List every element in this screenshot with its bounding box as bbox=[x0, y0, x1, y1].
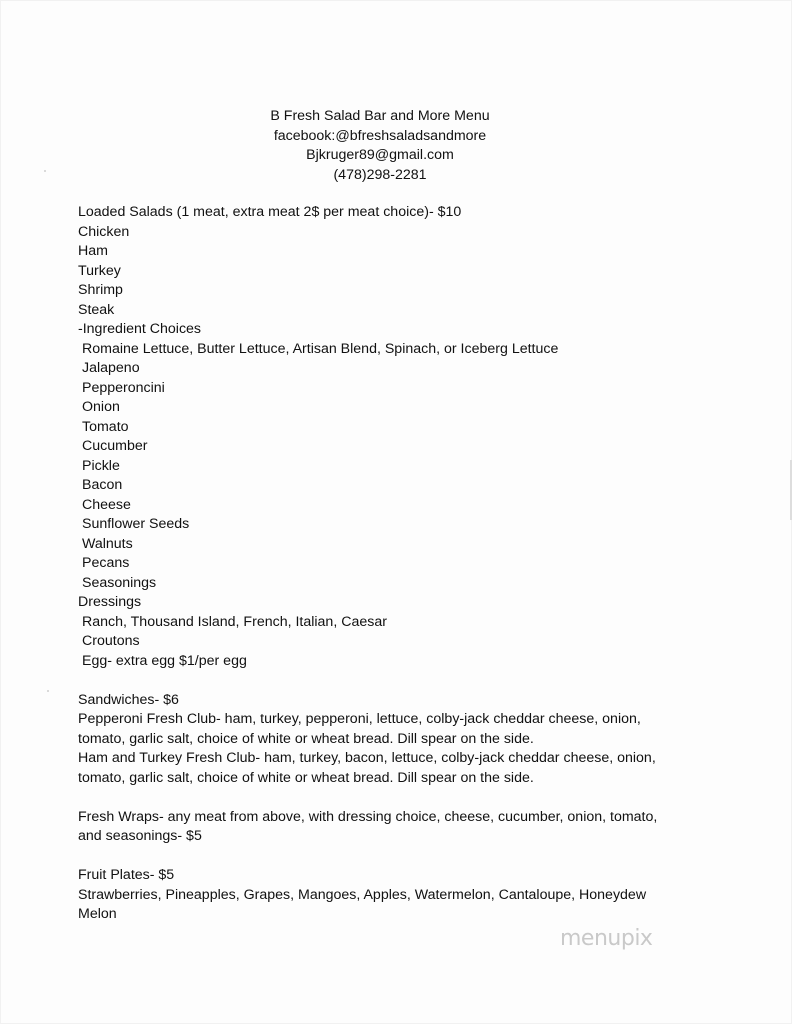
ingredient-item: Seasonings bbox=[82, 574, 157, 591]
sandwich-description-line: Ham and Turkey Fresh Club- ham, turkey, bacon, lettuce, colby-jack cheddar cheese, onion, bbox=[78, 750, 656, 766]
menu-content bbox=[78, 203, 688, 925]
ingredient-item: Walnuts bbox=[82, 535, 133, 552]
dressings-heading: Dressings bbox=[78, 594, 142, 610]
ingredients-heading: -Ingredient Choices bbox=[78, 321, 202, 337]
sandwich-description-line: Pepperoni Fresh Club- ham, turkey, pepperoni, lettuce, colby-jack cheddar cheese, onion, bbox=[78, 711, 641, 727]
ingredient-item: Onion bbox=[82, 399, 120, 415]
meat-item: Shrimp bbox=[78, 282, 123, 298]
dressing-item: Croutons bbox=[82, 633, 140, 649]
meat-item: Chicken bbox=[78, 223, 130, 240]
section-spacer bbox=[78, 847, 688, 867]
meat-item: Steak bbox=[78, 301, 115, 318]
meat-item: Turkey bbox=[78, 262, 121, 279]
dressing-item: Egg- extra egg $1/per egg bbox=[82, 652, 247, 669]
scan-speck bbox=[47, 690, 49, 692]
section-spacer bbox=[78, 788, 688, 808]
sandwiches-section bbox=[78, 691, 688, 789]
fruit-heading: Fruit Plates- $5 bbox=[78, 867, 175, 883]
ingredient-item: Bacon bbox=[82, 477, 123, 493]
menu-title: B Fresh Salad Bar and More Menu bbox=[270, 108, 490, 124]
ingredient-item: Sunflower Seeds bbox=[82, 516, 190, 532]
dressing-item: Ranch, Thousand Island, French, Italian, Caesar bbox=[82, 613, 387, 630]
ingredient-item: Pepperoncini bbox=[82, 379, 165, 396]
email-address: Bjkruger89@gmail.com bbox=[306, 147, 454, 164]
ingredient-item: Cucumber bbox=[82, 438, 148, 454]
ingredient-item: Pickle bbox=[82, 457, 120, 474]
fruit-description-line: Melon bbox=[78, 906, 117, 922]
wraps-description-line: Fresh Wraps- any meat from above, with dressing choice, cheese, cucumber, onion, tomato, bbox=[78, 808, 658, 825]
ingredient-item: Cheese bbox=[82, 496, 131, 513]
phone-number: (478)298-2281 bbox=[333, 166, 427, 183]
sandwiches-heading: Sandwiches- $6 bbox=[78, 691, 179, 708]
ingredient-item: Jalapeno bbox=[82, 360, 140, 376]
wraps-description-line: and seasonings- $5 bbox=[78, 828, 202, 844]
scan-speck bbox=[44, 170, 46, 172]
ingredient-item: Tomato bbox=[82, 418, 129, 435]
ingredient-item: Romaine Lettuce, Butter Lettuce, Artisan Blend, Spinach, or Iceberg Lettuce bbox=[82, 340, 559, 357]
menu-header bbox=[180, 107, 580, 185]
meat-item: Ham bbox=[78, 243, 108, 259]
salads-heading: Loaded Salads (1 meat, extra meat 2$ per meat choice)- $10 bbox=[78, 204, 462, 220]
menupix-watermark: menupix bbox=[560, 926, 653, 951]
ingredient-item: Pecans bbox=[82, 555, 130, 571]
fruit-section bbox=[78, 866, 688, 925]
sandwich-description-line: tomato, garlic salt, choice of white or wheat bread. Dill spear on the side. bbox=[78, 769, 534, 786]
salads-section bbox=[78, 203, 688, 671]
section-spacer bbox=[78, 671, 688, 691]
sandwich-description-line: tomato, garlic salt, choice of white or wheat bread. Dill spear on the side. bbox=[78, 730, 534, 747]
facebook-handle: facebook:@bfreshsaladsandmore bbox=[273, 127, 487, 144]
wraps-section bbox=[78, 808, 688, 847]
fruit-description-line: Strawberries, Pineapples, Grapes, Mangoes, Apples, Watermelon, Cantaloupe, Honeydew bbox=[78, 886, 647, 903]
